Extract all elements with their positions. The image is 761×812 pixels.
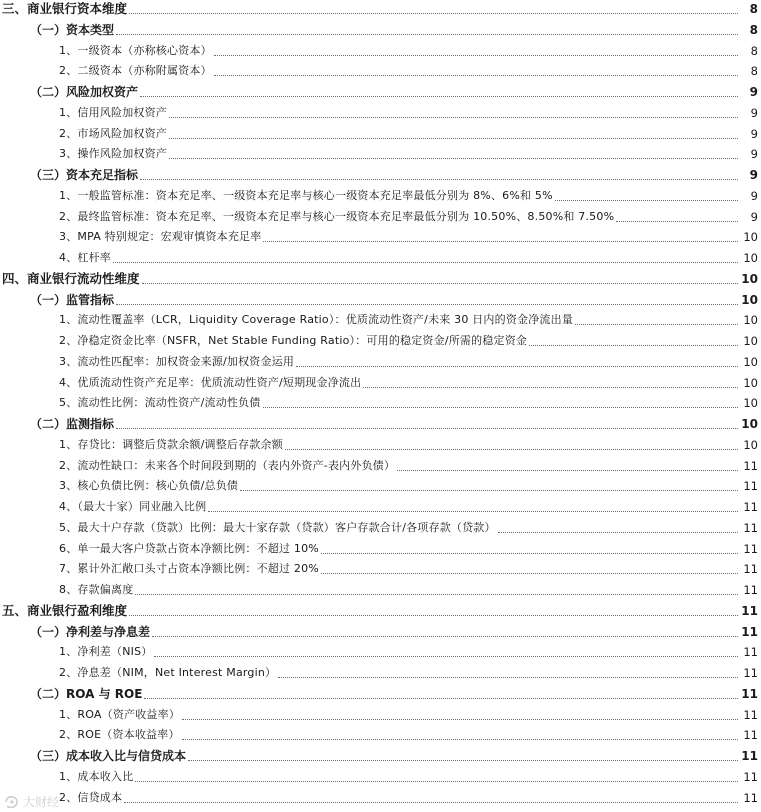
toc-entry-page-number[interactable]: 10 (743, 251, 758, 265)
toc-entry-label[interactable]: 4、杠杆率 (59, 251, 111, 264)
toc-entry-label[interactable]: 2、净息差（NIM，Net Interest Margin） (59, 666, 277, 679)
toc-entry-label[interactable]: （二）监测指标 (30, 417, 115, 431)
toc-entry[interactable] (0, 432, 761, 453)
toc-entry-label[interactable]: 3、核心负债比例：核心负债/总负债 (59, 479, 239, 493)
toc-entry-label[interactable]: 7、累计外汇敞口头寸占资本净额比例：不超过 20% (59, 562, 319, 576)
toc-entry[interactable] (0, 577, 761, 598)
dot-leader (296, 366, 738, 367)
toc-entry-page-number[interactable]: 10 (743, 437, 758, 452)
toc-entry-page-number[interactable]: 9 (749, 168, 758, 182)
toc-entry-label[interactable]: 2、市场风险加权资产 (59, 126, 167, 140)
dot-leader (169, 158, 738, 159)
toc-entry-page-number[interactable]: 11 (743, 583, 758, 597)
toc-entry-page-number[interactable]: 11 (743, 728, 758, 743)
toc-entry-page-number[interactable]: 10 (743, 313, 758, 328)
toc-entry[interactable] (0, 121, 761, 142)
dot-leader (154, 656, 738, 657)
toc-entry[interactable] (0, 639, 761, 660)
toc-entry-label[interactable]: 2、净稳定资金比率（NSFR，Net Stable Funding Ratio）：可用的稳定资金/所需的稳定资金 (59, 334, 528, 347)
toc-entry-page-number[interactable]: 11 (743, 562, 758, 577)
toc-entry[interactable] (0, 183, 761, 204)
toc-entry-label[interactable]: 1、ROA（资产收益率） (59, 707, 181, 721)
toc-entry-label[interactable]: （三）资本充足指标 (30, 168, 139, 182)
toc-entry-label[interactable]: 4、优质流动性资产充足率：优质流动性资产/短期现金净流出 (59, 375, 362, 389)
toc-entry[interactable] (0, 141, 761, 162)
toc-entry-page-number[interactable]: 10 (743, 396, 758, 411)
dot-leader (214, 55, 738, 56)
dot-leader (363, 387, 738, 388)
toc-entry-page-number[interactable]: 11 (743, 645, 758, 660)
toc-entry-label[interactable]: 6、单一最大客户贷款占资本净额比例：不超过 10% (59, 541, 319, 555)
toc-entry-label[interactable]: （二）风险加权资产 (30, 85, 139, 99)
dot-leader (263, 241, 738, 242)
dot-leader (240, 490, 738, 491)
toc-entry-label[interactable]: 3、流动性匹配率：加权资金来源/加权资金运用 (59, 354, 295, 368)
toc-entry-page-number[interactable]: 9 (750, 188, 758, 203)
toc-entry[interactable] (0, 162, 761, 183)
toc-entry[interactable] (0, 370, 761, 391)
dot-leader (321, 553, 738, 554)
toc-entry[interactable] (0, 660, 761, 681)
dot-leader (182, 739, 738, 740)
toc-entry-page-number[interactable]: 11 (743, 458, 758, 473)
toc-entry-label[interactable]: （二）ROA 与 ROE (30, 686, 143, 701)
dot-leader (529, 345, 738, 346)
toc-entry[interactable] (0, 287, 761, 308)
toc-entry-label[interactable]: （一）监管指标 (30, 292, 115, 307)
toc-entry[interactable] (0, 743, 761, 764)
toc-entry-page-number[interactable]: 11 (743, 500, 758, 514)
toc-entry-label[interactable]: 1、流动性覆盖率（LCR，Liquidity Coverage Ratio）：优质流动性资产/未来 30 日内的资金净流出量 (59, 313, 574, 327)
toc-entry-page-number[interactable]: 11 (741, 603, 758, 618)
toc-entry-label[interactable]: 1、净利差（NIS） (59, 645, 153, 659)
dot-leader (263, 407, 738, 408)
toc-entry-page-number[interactable]: 9 (750, 209, 758, 224)
toc-entry[interactable] (0, 224, 761, 245)
toc-entry-label[interactable]: 5、流动性比例：流动性资产/流动性负债 (59, 396, 261, 410)
toc-entry-page-number[interactable]: 11 (743, 790, 758, 805)
dot-leader (135, 781, 738, 782)
toc-entry[interactable] (0, 17, 761, 38)
toc-entry-label[interactable]: 3、MPA 特别规定：宏观审慎资本充足率 (59, 230, 262, 244)
toc-entry-page-number[interactable]: 10 (741, 271, 758, 286)
toc-entry[interactable] (0, 515, 761, 536)
toc-entry-page-number[interactable]: 11 (743, 520, 758, 535)
toc-entry-label[interactable]: 2、流动性缺口：未来各个时间段到期的（表内外资产-表内外负债） (59, 458, 396, 472)
toc-entry-page-number[interactable]: 8 (749, 22, 758, 37)
toc-entry[interactable] (0, 722, 761, 743)
toc-entry[interactable] (0, 266, 761, 287)
toc-entry-label[interactable]: 2、二级资本（亦称附属资本） (59, 64, 212, 78)
toc-entry-page-number[interactable]: 11 (743, 769, 758, 784)
dot-leader (575, 324, 738, 325)
toc-entry-label[interactable]: 8、存款偏离度 (59, 583, 134, 596)
dot-leader (144, 698, 738, 699)
dot-leader (116, 304, 738, 305)
toc-entry[interactable] (0, 390, 761, 411)
toc-entry-label[interactable]: 3、操作风险加权资产 (59, 147, 167, 161)
dot-leader (397, 470, 738, 471)
toc-entry[interactable] (0, 494, 761, 515)
toc-entry[interactable] (0, 245, 761, 266)
toc-entry-page-number[interactable]: 8 (750, 64, 758, 79)
toc-entry[interactable] (0, 79, 761, 100)
toc-entry-label[interactable]: 4、（最大十家）同业融入比例 (59, 500, 207, 513)
toc-entry-label[interactable]: 三、商业银行资本维度 (2, 1, 128, 16)
toc-entry[interactable] (0, 58, 761, 79)
dot-leader (321, 573, 738, 574)
dot-leader (498, 532, 738, 533)
toc-entry-page-number[interactable]: 11 (743, 541, 758, 556)
dot-leader (116, 34, 738, 35)
toc-entry-page-number[interactable]: 10 (741, 417, 758, 431)
toc-entry[interactable] (0, 473, 761, 494)
toc-entry-label[interactable]: 四、商业银行流动性维度 (2, 270, 140, 286)
toc-entry[interactable] (0, 785, 761, 806)
dot-leader (169, 117, 738, 118)
dot-leader (555, 200, 738, 201)
watermark-text: 大财经 (23, 795, 60, 809)
toc-entry-page-number[interactable]: 11 (743, 666, 758, 680)
dot-leader (214, 75, 738, 76)
dot-leader (124, 802, 738, 803)
toc-entry[interactable] (0, 204, 761, 225)
toc-entry-page-number[interactable]: 8 (750, 43, 758, 58)
toc-entry-page-number[interactable]: 11 (743, 479, 758, 494)
dot-leader (140, 179, 738, 180)
dot-leader (169, 138, 738, 139)
toc-entry-label[interactable]: 1、存贷比：调整后贷款余额/调整后存款余额 (59, 437, 283, 451)
toc-entry[interactable] (0, 764, 761, 785)
toc-entry[interactable] (0, 38, 761, 59)
toc-entry-label[interactable]: 1、成本收入比 (59, 769, 134, 783)
toc-entry-page-number[interactable]: 9 (749, 85, 758, 99)
toc-entry-label[interactable]: 1、信用风险加权资产 (59, 105, 167, 119)
dot-leader (616, 221, 738, 222)
toc-entry-label[interactable]: 5、最大十户存款（贷款）比例：最大十家存款（贷款）客户存款合计/各项存款（贷款） (59, 520, 496, 534)
toc-entry[interactable] (0, 556, 761, 577)
toc-entry-label[interactable]: 五、商业银行盈利维度 (2, 602, 128, 618)
dot-leader (129, 13, 738, 14)
dot-leader (208, 511, 738, 512)
toc-entry[interactable] (0, 0, 761, 17)
toc-entry[interactable] (0, 453, 761, 474)
toc-entry-page-number[interactable]: 10 (741, 292, 758, 307)
toc-entry-page-number[interactable]: 11 (741, 749, 758, 763)
dot-leader (152, 636, 738, 637)
dot-leader (140, 96, 738, 97)
toc-entry-page-number[interactable]: 10 (743, 230, 758, 245)
toc-entry-page-number[interactable]: 11 (741, 624, 758, 639)
toc-entry[interactable] (0, 307, 761, 328)
toc-entry-label[interactable]: （一）净利差与净息差 (30, 624, 151, 639)
dot-leader (135, 594, 738, 595)
dot-leader (129, 615, 738, 616)
toc-entry-label[interactable]: 2、ROE（资本收益率） (59, 728, 180, 742)
toc-entry[interactable] (0, 411, 761, 432)
dot-leader (142, 283, 738, 284)
toc-entry-page-number[interactable]: 9 (750, 126, 758, 141)
toc-entry-label[interactable]: 1、一般监管标准：资本充足率、一级资本充足率与核心一级资本充足率最低分别为 8%、6%和 5% (59, 188, 553, 202)
toc-entry-page-number[interactable]: 10 (743, 334, 758, 348)
dot-leader (278, 677, 738, 678)
toc-entry-label[interactable]: 1、一级资本（亦称核心资本） (59, 43, 212, 57)
toc-entry-label[interactable]: 2、最终监管标准：资本充足率、一级资本充足率与核心一级资本充足率最低分别为 10.50%、8.50%和 7.50% (59, 209, 615, 223)
toc-entry[interactable] (0, 536, 761, 557)
toc-entry-label[interactable]: 2、信贷成本 (59, 790, 123, 804)
dot-leader (182, 719, 738, 720)
toc-entry[interactable] (0, 702, 761, 723)
dot-leader (285, 449, 738, 450)
toc-entry-page-number[interactable]: 8 (749, 2, 758, 16)
dot-leader (188, 760, 738, 761)
toc-entry-page-number[interactable]: 9 (750, 105, 758, 120)
dot-leader (116, 428, 738, 429)
toc-entry[interactable] (0, 349, 761, 370)
toc-entry-page-number[interactable]: 10 (743, 375, 758, 390)
toc-entry-page-number[interactable]: 10 (743, 354, 758, 369)
toc-entry-label[interactable]: （一）资本类型 (30, 22, 115, 37)
toc-entry[interactable] (0, 598, 761, 619)
toc-entry[interactable] (0, 681, 761, 702)
toc-entry[interactable] (0, 619, 761, 640)
dot-leader (113, 262, 738, 263)
toc-entry-page-number[interactable]: 11 (743, 707, 758, 722)
toc-entry-label[interactable]: （三）成本收入比与信贷成本 (30, 749, 187, 763)
toc-entry-page-number[interactable]: 9 (750, 147, 758, 162)
toc-entry[interactable] (0, 328, 761, 349)
toc-entry[interactable] (0, 100, 761, 121)
toc-entry-page-number[interactable]: 11 (741, 686, 758, 701)
